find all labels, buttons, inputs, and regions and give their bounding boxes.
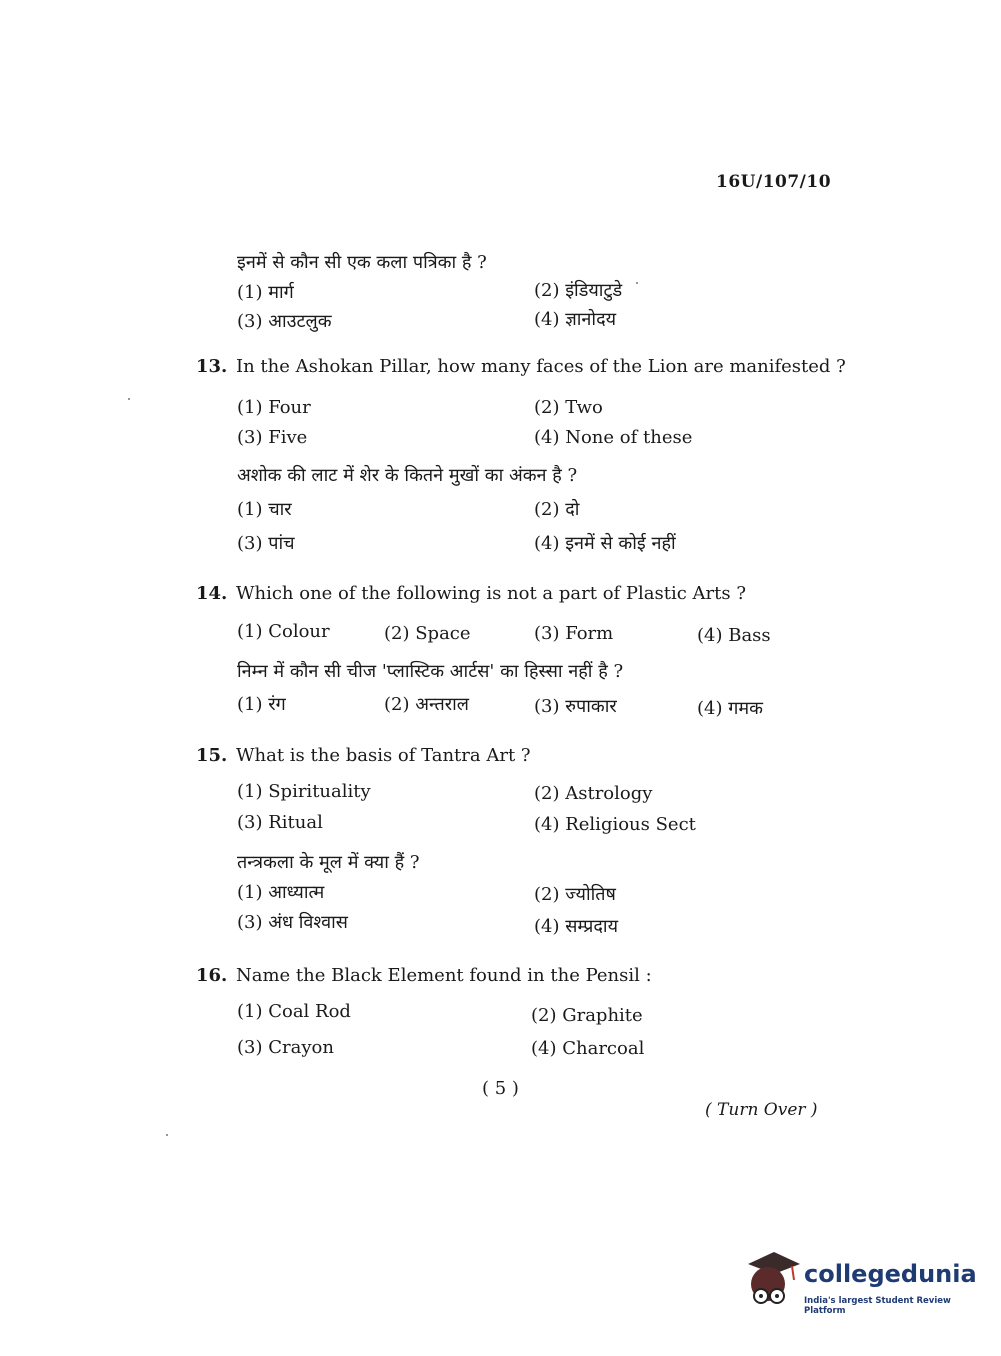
q15-option-3: (3) Ritual — [237, 812, 323, 833]
scan-speck — [128, 398, 130, 400]
scan-speck — [636, 282, 638, 284]
q13-option-2: (2) Two — [534, 397, 603, 418]
q16-option-3: (3) Crayon — [237, 1037, 334, 1058]
q15-option-1-hindi: (1) आध्यात्म — [237, 882, 325, 903]
question-number: 16. — [196, 965, 228, 986]
q12-option-2-hindi: (2) इंडियाटुडे — [534, 280, 623, 301]
q14-option-2: (2) Space — [384, 623, 471, 644]
page-number: ( 5 ) — [482, 1078, 519, 1099]
q12-question-hindi: इनमें से कौन सी एक कला पत्रिका है ? — [237, 252, 487, 273]
question-14 — [196, 583, 746, 604]
q15-option-4: (4) Religious Sect — [534, 814, 696, 835]
q13-option-3: (3) Five — [237, 427, 308, 448]
question-13 — [196, 356, 846, 377]
q14-question-hindi: निम्न में कौन सी चीज 'प्लास्टिक आर्टस' का हिस्सा नहीं है ? — [237, 661, 624, 682]
q16-option-2: (2) Graphite — [531, 1005, 643, 1026]
q13-option-4: (4) None of these — [534, 427, 693, 448]
q13-option-2-hindi: (2) दो — [534, 499, 580, 520]
q13-option-4-hindi: (4) इनमें से कोई नहीं — [534, 533, 676, 554]
turn-over-note: ( Turn Over ) — [705, 1100, 818, 1120]
q15-option-1: (1) Spirituality — [237, 781, 371, 802]
q12-option-3-hindi: (3) आउटलुक — [237, 311, 332, 332]
q12-option-1-hindi: (1) मार्ग — [237, 282, 294, 303]
q13-option-3-hindi: (3) पांच — [237, 533, 295, 554]
q14-option-1-hindi: (1) रंग — [237, 694, 286, 715]
q14-option-2-hindi: (2) अन्तराल — [384, 694, 470, 715]
q14-option-3-hindi: (3) रुपाकार — [534, 696, 617, 717]
q16-option-1: (1) Coal Rod — [237, 1001, 351, 1022]
q14-option-3: (3) Form — [534, 623, 614, 644]
question-text-english: Which one of the following is not a part of Plastic Arts ? — [236, 583, 746, 604]
q15-option-3-hindi: (3) अंध विश्वास — [237, 912, 348, 933]
logo-tagline: India's largest Student Review Platform — [804, 1296, 951, 1316]
question-text-english: Name the Black Element found in the Pensil : — [236, 965, 652, 986]
q15-option-4-hindi: (4) सम्प्रदाय — [534, 916, 619, 937]
question-16 — [196, 965, 652, 986]
question-number: 13. — [196, 356, 228, 377]
q13-option-1: (1) Four — [237, 397, 311, 418]
q15-option-2-hindi: (2) ज्योतिष — [534, 884, 616, 905]
q14-option-1: (1) Colour — [237, 621, 330, 642]
q15-question-hindi: तन्त्रकला के मूल में क्या हैं ? — [237, 852, 420, 873]
question-number: 14. — [196, 583, 228, 604]
logo-wordmark: collegedunia — [804, 1260, 977, 1288]
scan-speck — [166, 1134, 168, 1136]
question-number: 15. — [196, 745, 228, 766]
q12-option-4-hindi: (4) ज्ञानोदय — [534, 309, 617, 330]
question-text-english: In the Ashokan Pillar, how many faces of the Lion are manifested ? — [236, 356, 846, 377]
q16-option-4: (4) Charcoal — [531, 1038, 645, 1059]
collegedunia-logo — [744, 1250, 977, 1320]
mascot-icon — [744, 1250, 800, 1314]
q15-option-2: (2) Astrology — [534, 783, 653, 804]
question-text-english: What is the basis of Tantra Art ? — [236, 745, 531, 766]
q14-option-4: (4) Bass — [697, 625, 771, 646]
q14-option-4-hindi: (4) गमक — [697, 698, 763, 719]
question-15 — [196, 745, 531, 766]
q13-option-1-hindi: (1) चार — [237, 499, 292, 520]
q13-question-hindi: अशोक की लाट में शेर के कितने मुखों का अंकन है ? — [237, 465, 578, 486]
paper-code: 16U/107/10 — [716, 172, 832, 192]
